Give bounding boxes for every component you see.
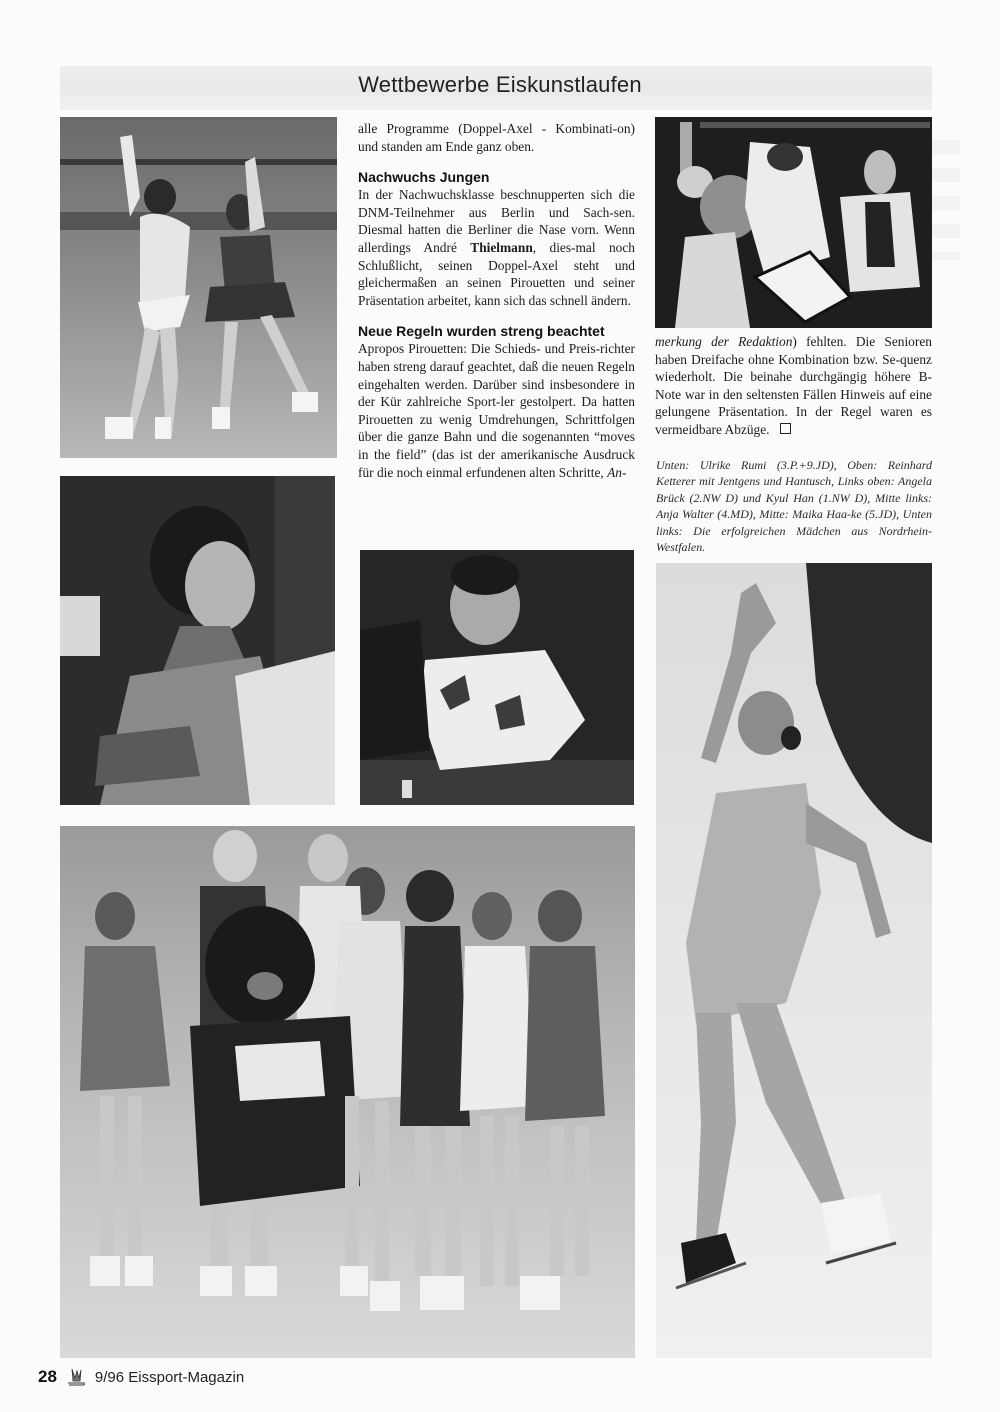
section-heading: Neue Regeln wurden streng beachtet [358, 323, 605, 340]
page-title: Wettbewerbe Eiskunstlaufen [358, 72, 642, 97]
skate-logo-icon [65, 1366, 87, 1388]
photo-solo-skater [656, 563, 932, 1358]
photo-caption: Unten: Ulrike Rumi (3.P.+9.JD), Oben: Reinhard Ketterer mit Jentgens und Hantusch, Links oben: Angela Brück (2.NW D) und Kyul Han (1.NW D), Mitte links: Anja Walter (4.MD), Mitte: Maika Haa-ke (5.JD), Unten links: Die erfolgreichen Mädchen aus Nordrhein-Westfalen. [656, 458, 932, 555]
page-footer [38, 1366, 244, 1388]
article-column-right [655, 333, 932, 439]
section-paragraph: Apropos Pirouetten: Die Schieds- und Preis-richter haben streng darauf geachtet, daß die neuen Regeln eingehalten werden. Darüber sind insbesondere in der Kür zahlreiche Sport-ler gestolpert. Da hatten Pirouetten zu wenig Umdrehungen, Schrittfolgen über die ganze Bahn und die sogenannten “moves in the field” (das ist der amerikanische Ausdruck für die noch einmal erfundenen alten Schritte, An- [358, 341, 635, 480]
athlete-name: Thielmann [470, 239, 533, 255]
article-end-icon [780, 423, 791, 434]
intro-paragraph: alle Programme (Doppel-Axel - Kombinati-on) und standen am Ende ganz oben. [358, 121, 635, 154]
photo-pair-skaters [60, 117, 337, 458]
photo-coach-meeting [655, 117, 932, 328]
continuation-paragraph: merkung der Redaktion) fehlten. Die Senioren haben Dreifache ohne Kombination bzw. Se-quenz wiederholt. Die beinahe durchgängig höhere B-Note war in den seltensten Fällen Hinweis auf eine gelungene Präsentation. In der Regel waren es vermeidbare Abzüge. [655, 334, 932, 437]
section-paragraph: In der Nachwuchsklasse beschnupperten sich die DNM-Teilnehmer aus Berlin und Sach-sen. Diesmal hatten die Berliner die Nase vorn. Wenn allerdings André Thielmann, dies-mal noch Schlußlicht, seinen Doppel-Axel steht und gleichermaßen an seinen Pirouetten und seiner Präsentation arbeitet, kann sich das schnell ändern. [358, 187, 635, 308]
photo-girl-portrait [60, 476, 335, 805]
photo-group [60, 826, 635, 1358]
photo-smiling-girl [360, 550, 634, 805]
issue-label: 9/96 Eissport-Magazin [94, 1368, 245, 1386]
article-column-middle [358, 120, 635, 481]
page-number: 28 [38, 1367, 57, 1386]
section-heading: Nachwuchs Jungen [358, 169, 490, 186]
